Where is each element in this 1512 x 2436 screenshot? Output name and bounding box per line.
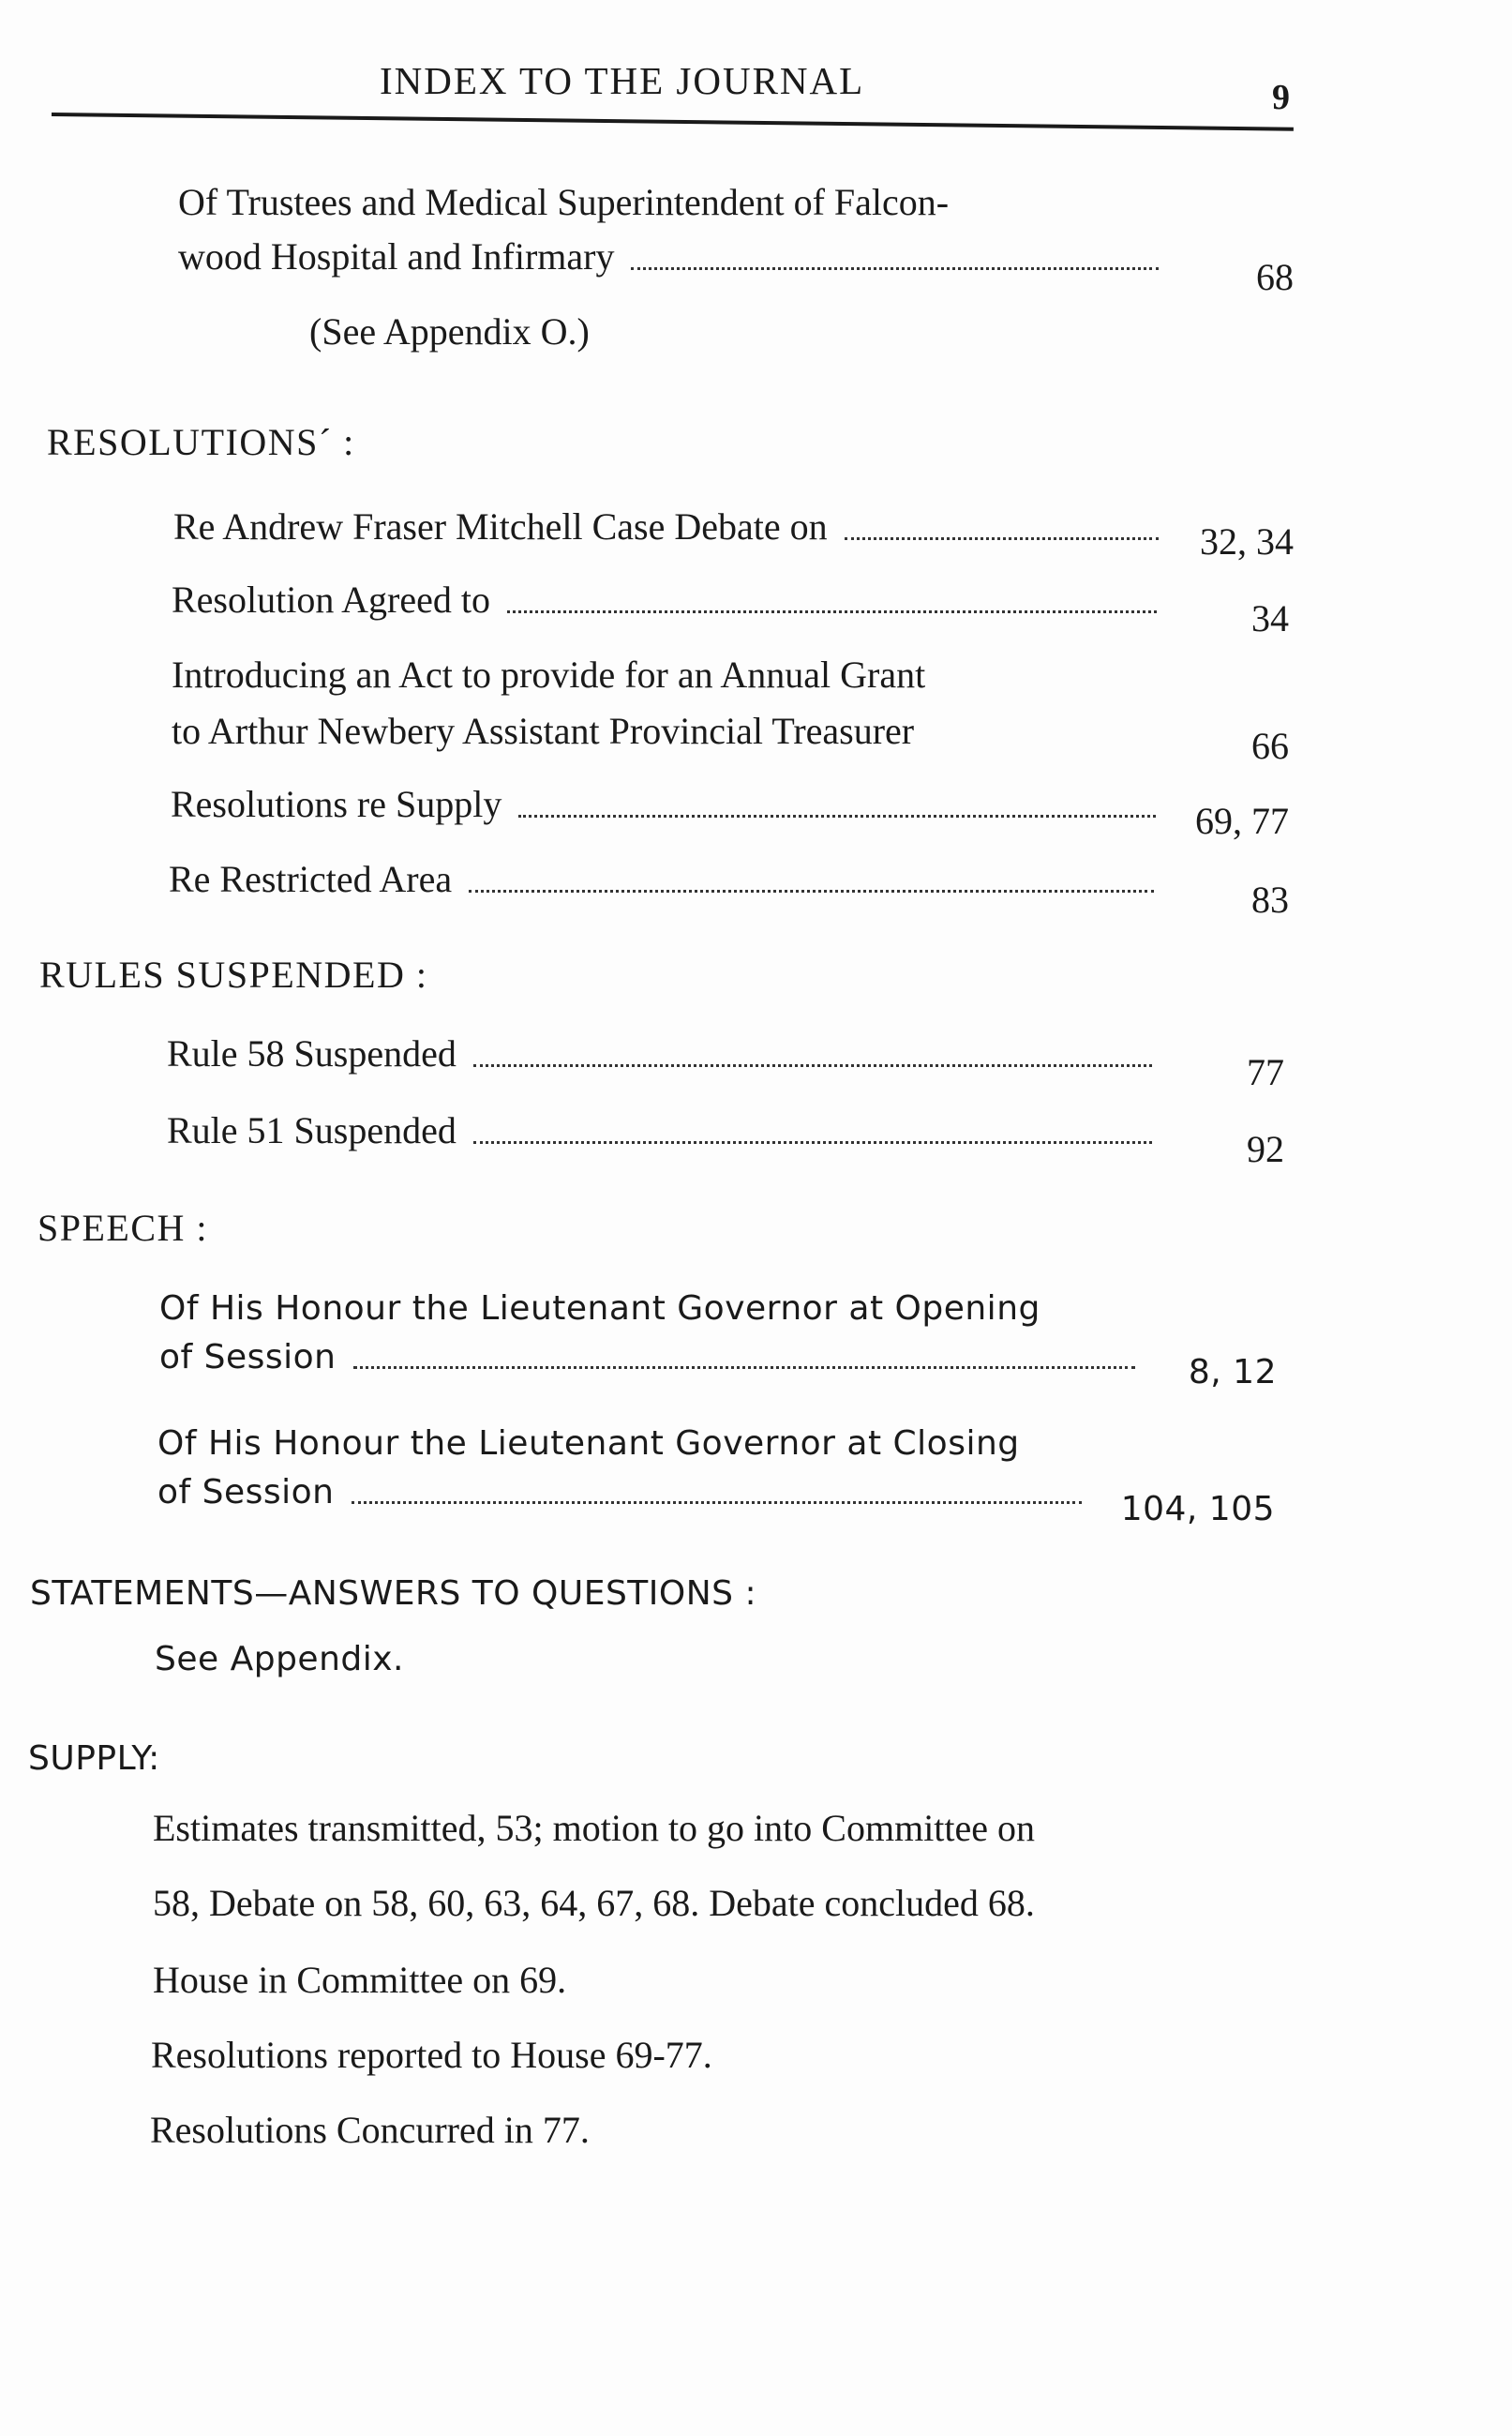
resolution-entry [171,783,1169,825]
resolution-entry-line-1: Introducing an Act to provide for an Annual Grant [172,654,926,696]
speech-entry-line-2 [159,1338,1148,1376]
rules-entry-text: Rule 51 Suspended [167,1109,457,1151]
rules-entry [167,1109,1165,1151]
resolution-entry-text: Resolution Agreed to [172,579,490,621]
speech-entry-pages: 8, 12 [1188,1353,1277,1391]
resolution-entry-text: Resolutions re Supply [171,783,502,825]
rules-entry-pages: 92 [1247,1128,1284,1170]
resolution-entry-pages: 66 [1251,725,1289,767]
resolution-entry [169,858,1167,900]
statements-entry: See Appendix. [155,1640,404,1678]
resolution-entry-text: Re Restricted Area [169,858,453,900]
rules-entry [167,1032,1165,1075]
rules-suspended-heading: RULES SUSPENDED : [39,954,428,996]
supply-heading: SUPPLY: [28,1739,160,1778]
dot-leader [473,1141,1152,1144]
resolutions-heading: RESOLUTIONS´ : [47,421,355,463]
dot-leader [473,1064,1152,1067]
dot-leader [631,267,1159,270]
speech-entry-text: of Session [159,1338,337,1376]
resolution-entry-text: Re Andrew Fraser Mitchell Case Debate on [173,505,828,548]
report-entry-line-1: Of Trustees and Medical Superintendent of Falcon- [178,181,950,223]
resolution-entry-pages: 34 [1251,597,1289,639]
dot-leader [352,1501,1083,1504]
supply-line: House in Committee on 69. [153,1959,567,2001]
dot-leader [518,815,1156,818]
report-entry-line-2 [178,235,1172,278]
resolution-entry-pages: 83 [1251,879,1289,921]
rules-entry-pages: 77 [1247,1051,1284,1093]
speech-entry-line-1: Of His Honour the Lieutenant Governor at Closing [157,1424,1020,1463]
dot-leader [353,1366,1136,1369]
resolution-entry [173,505,1172,548]
running-head-title: INDEX TO THE JOURNAL [380,59,865,102]
supply-line: Estimates transmitted, 53; motion to go into Committee on [153,1807,1036,1849]
dot-leader [507,610,1157,613]
rules-entry-text: Rule 58 Suspended [167,1032,457,1075]
resolution-entry-pages: 32, 34 [1200,520,1294,563]
speech-entry-pages: 104, 105 [1120,1490,1275,1528]
speech-entry-text: of Session [157,1473,335,1511]
resolution-entry-line-2: to Arthur Newbery Assistant Provincial Treasurer [172,710,915,752]
resolution-entry [172,581,1170,619]
statements-heading: STATEMENTS—ANSWERS TO QUESTIONS : [30,1574,757,1613]
supply-line: Resolutions reported to House 69-77. [151,2034,712,2076]
report-entry-text: wood Hospital and Infirmary [178,235,615,278]
report-entry-pages: 68 [1256,256,1294,298]
report-appendix-note: (See Appendix O.) [309,310,590,353]
header-rule [52,113,1294,131]
page-number: 9 [1272,78,1290,117]
supply-line: 58, Debate on 58, 60, 63, 64, 67, 68. Debate concluded 68. [153,1882,1035,1924]
supply-line: Resolutions Concurred in 77. [150,2109,590,2151]
dot-leader [469,890,1154,893]
speech-entry-line-1: Of His Honour the Lieutenant Governor at Opening [159,1289,1040,1328]
speech-heading: SPEECH : [37,1207,209,1249]
speech-entry-line-2 [157,1473,1095,1511]
dot-leader [845,537,1159,540]
resolution-entry-pages: 69, 77 [1195,800,1289,842]
